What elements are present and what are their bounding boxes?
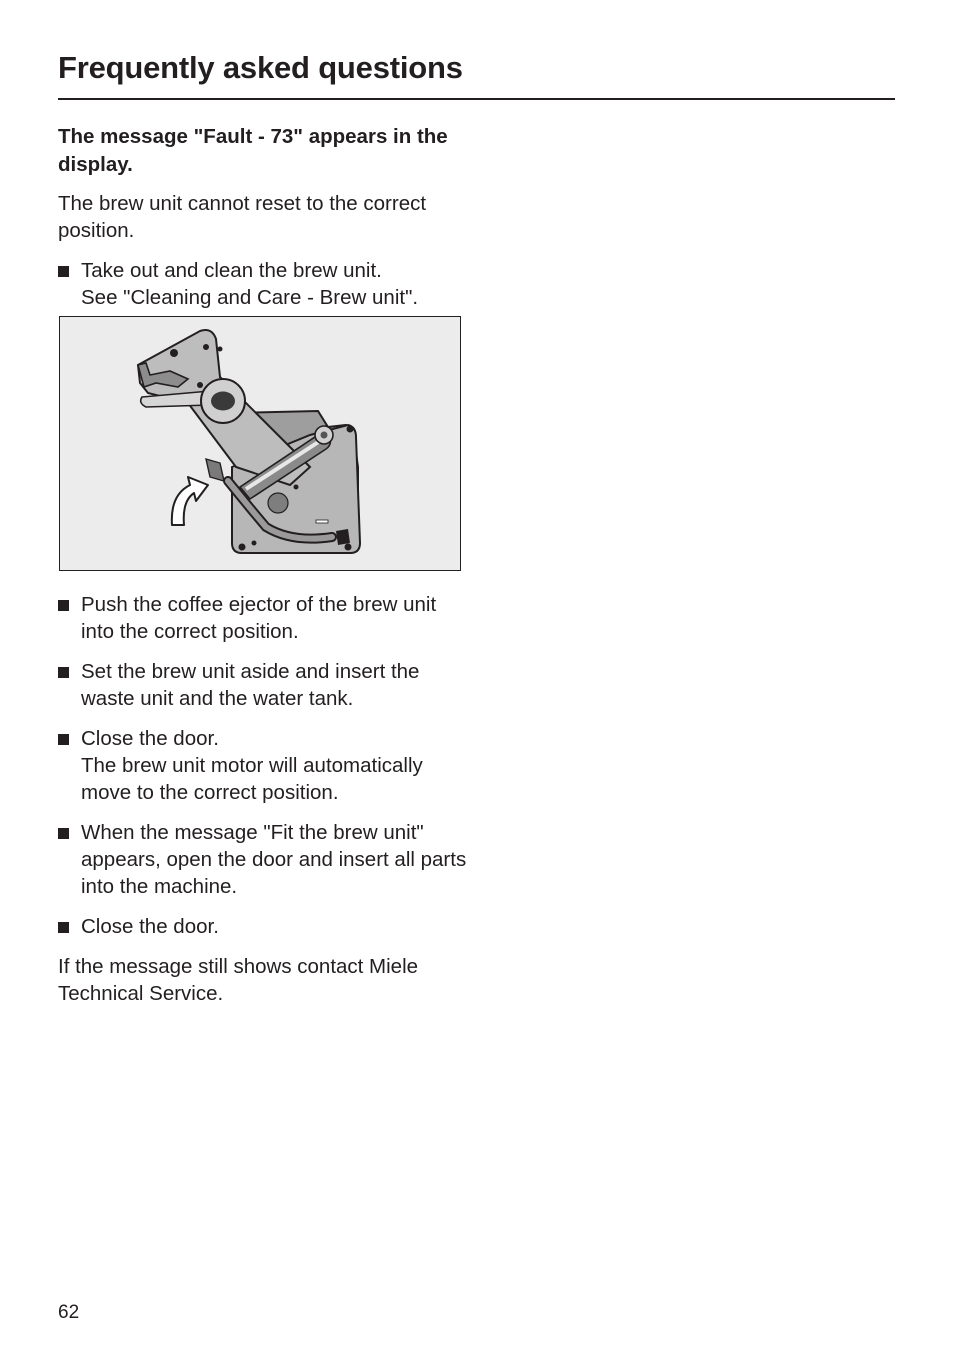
step-item <box>58 819 468 900</box>
front-boss <box>268 493 288 513</box>
step-note: See "Cleaning and Care - Brew unit". <box>81 286 419 309</box>
steps-list <box>58 257 468 311</box>
step-text: Set the brew unit aside and insert the waste unit and the water tank. <box>81 660 420 710</box>
screw-dot <box>252 541 257 546</box>
question-heading: The message "Fault - 73" appears in the display. <box>58 125 448 176</box>
step-item <box>58 591 468 645</box>
step-item <box>58 913 468 940</box>
page-number: 62 <box>58 1302 80 1323</box>
screw-dot <box>197 382 203 388</box>
bullet-square-icon <box>58 828 69 839</box>
faq-section <box>58 123 468 1020</box>
curved-arrow-up-icon <box>172 477 208 525</box>
brew-unit-figure <box>59 316 461 571</box>
bullet-square-icon <box>58 600 69 611</box>
corner-latch <box>336 529 350 545</box>
rail-knob-center <box>321 432 328 439</box>
step-item <box>58 725 468 806</box>
title-rule <box>58 98 895 100</box>
screw-dot <box>347 426 354 433</box>
step-text: Close the door. <box>81 915 219 938</box>
step-item <box>58 257 468 311</box>
page-title: Frequently asked questions <box>58 50 463 85</box>
step-text: Close the door. <box>81 727 219 750</box>
hinge-tab <box>206 459 224 481</box>
step-text: When the message "Fit the brew unit" appears, open the door and insert all parts into the machine. <box>81 821 467 898</box>
step-text: Take out and clean the brew unit. <box>81 259 382 282</box>
screw-dot <box>218 347 223 352</box>
screw-dot <box>345 544 352 551</box>
steps-list-continued <box>58 591 468 940</box>
screw-dot <box>294 485 299 490</box>
intro-text: The brew unit cannot reset to the correct position. <box>58 192 427 242</box>
bullet-square-icon <box>58 266 69 277</box>
piston-hole <box>211 392 235 411</box>
brew-unit-illustration <box>60 317 460 570</box>
step-text: Push the coffee ejector of the brew unit into the correct position. <box>81 593 437 643</box>
bullet-square-icon <box>58 734 69 745</box>
slot-marking <box>316 520 328 523</box>
bullet-square-icon <box>58 667 69 678</box>
bullet-square-icon <box>58 922 69 933</box>
closing-text: If the message still shows contact Miele Technical Service. <box>58 955 419 1005</box>
step-item <box>58 658 468 712</box>
screw-dot <box>239 544 246 551</box>
screw-dot <box>203 344 209 350</box>
screw-dot <box>170 349 178 357</box>
step-note: The brew unit motor will automatically move to the correct position. <box>81 754 423 804</box>
